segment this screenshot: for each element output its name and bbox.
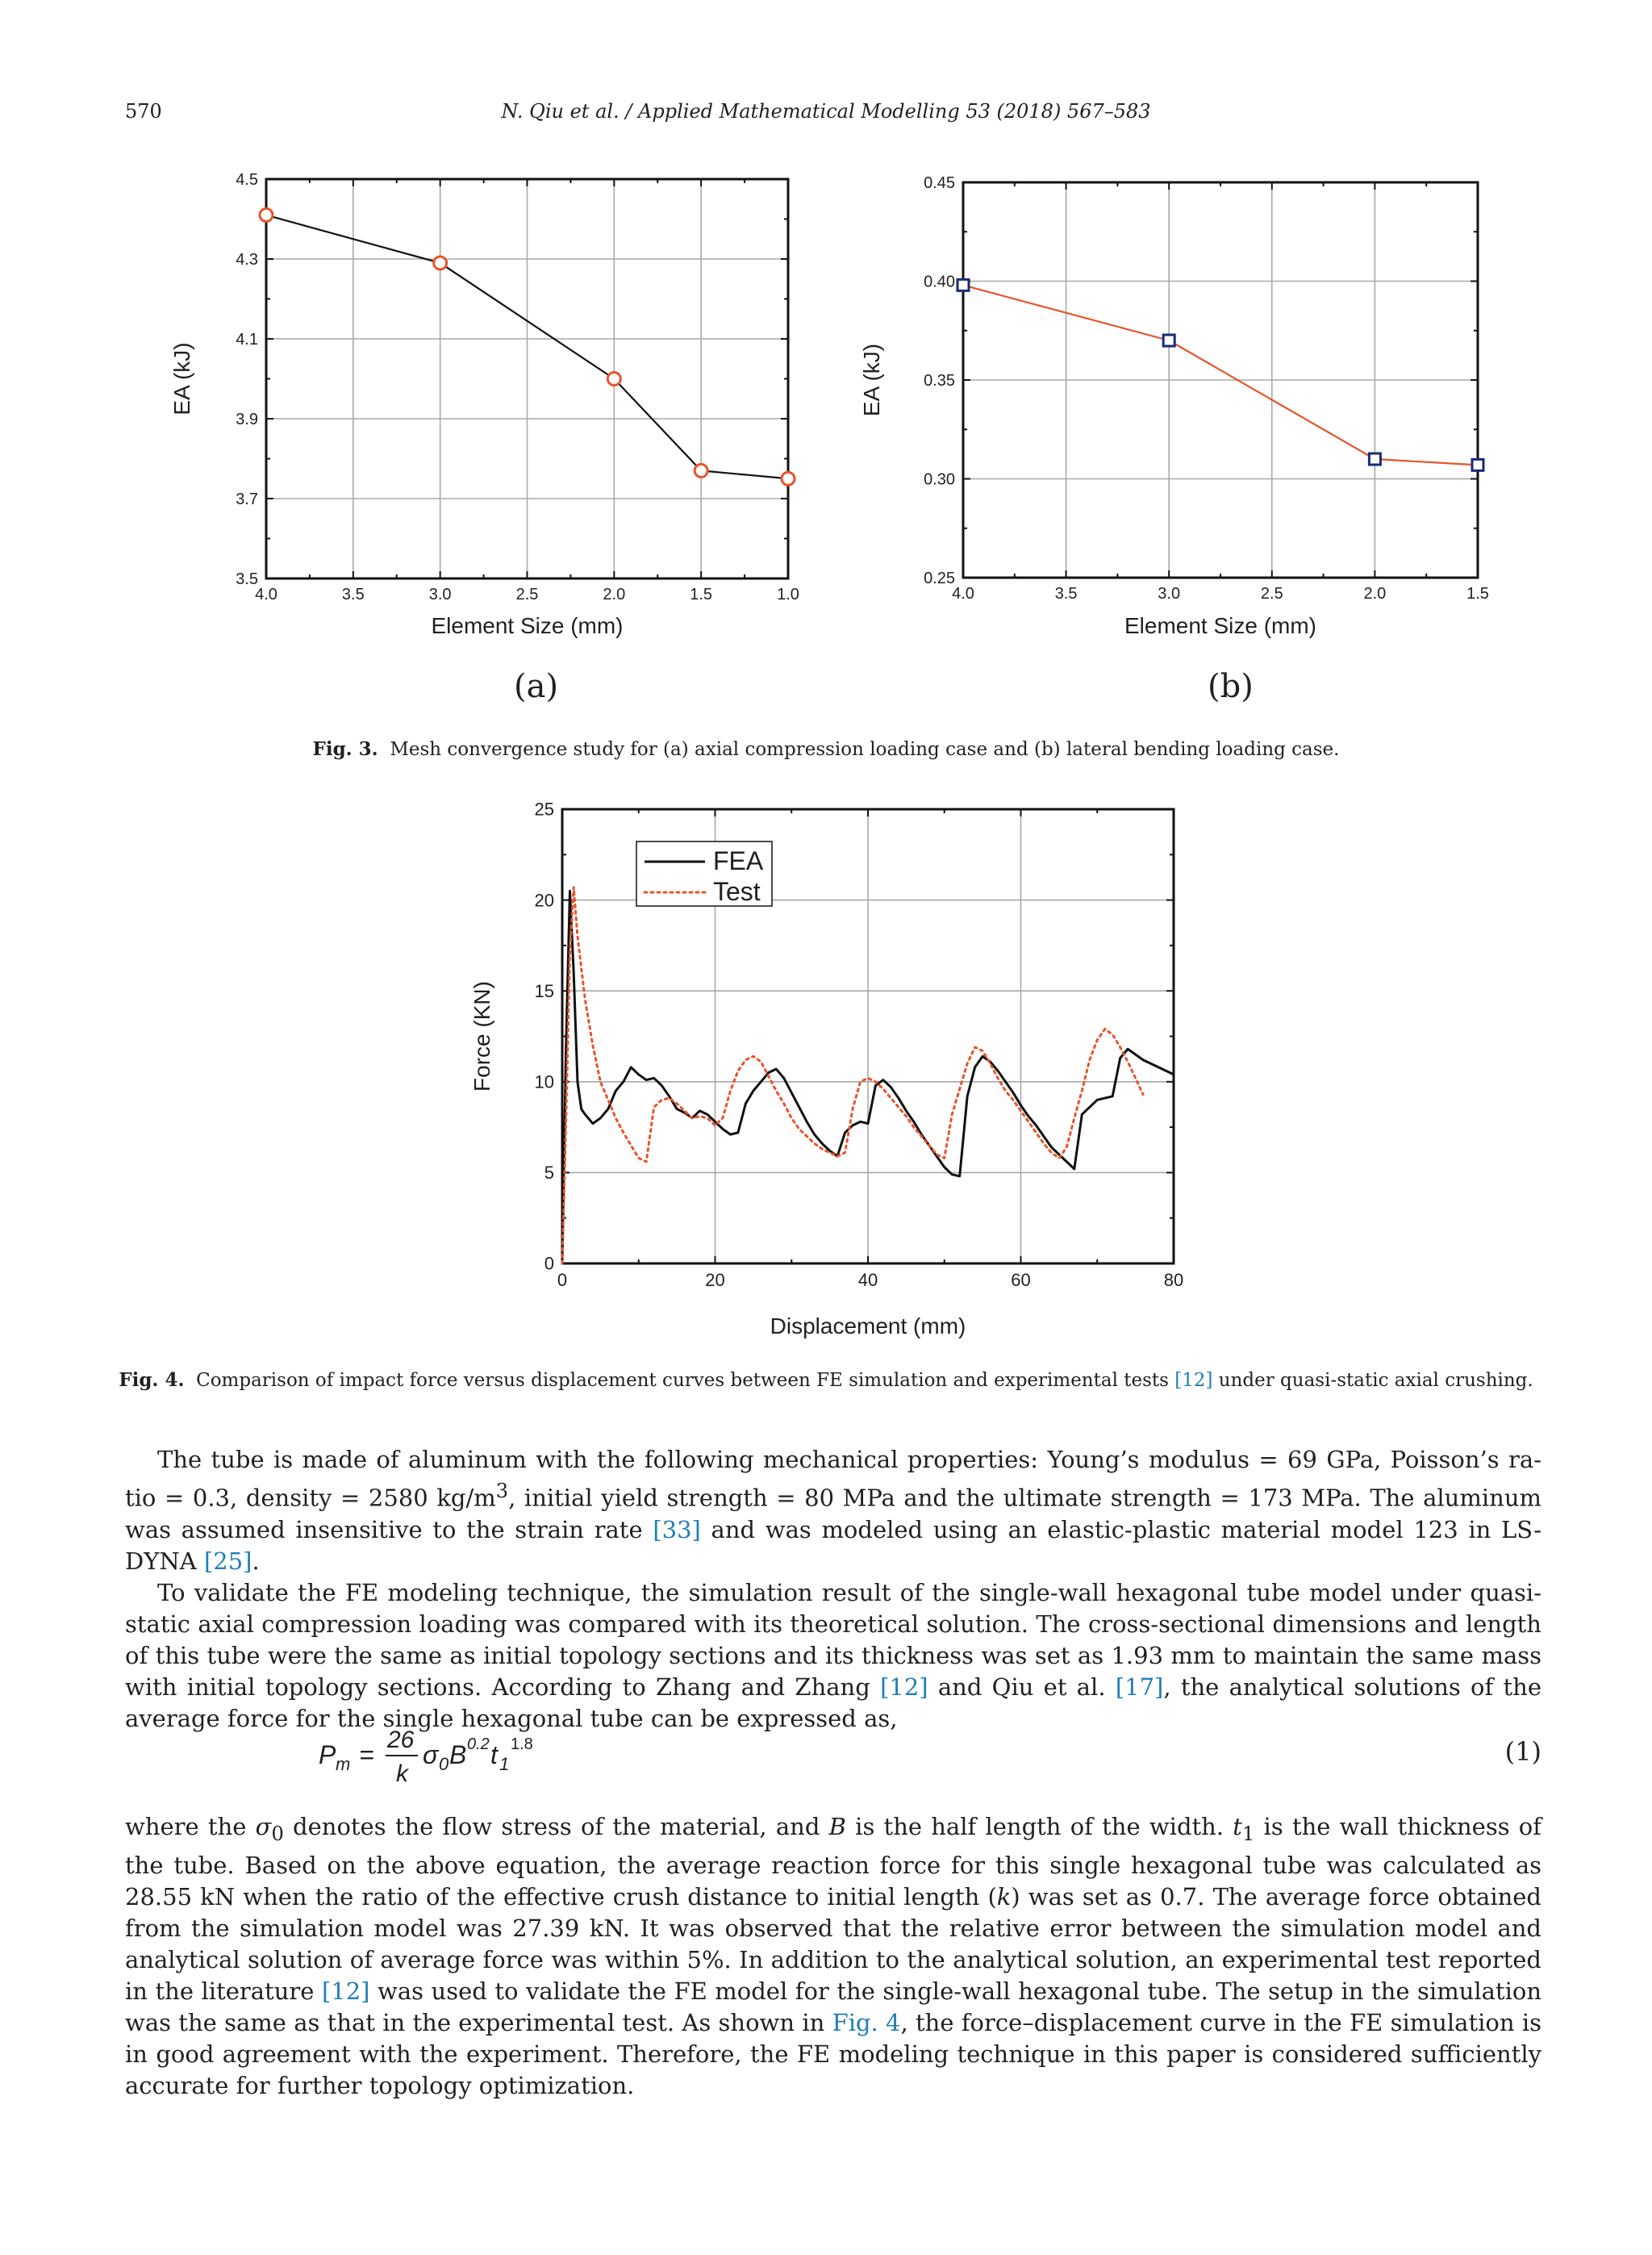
x-tick-label: 2.5 (1260, 585, 1283, 603)
x-axis-title: Element Size (mm) (1124, 613, 1317, 638)
body-text-lower (125, 1811, 1541, 2102)
x-tick-label: 2.5 (515, 586, 539, 603)
figure-3b-chart (855, 161, 1500, 662)
figure-3a-sublabel: (a) (514, 668, 559, 705)
data-point (260, 209, 273, 222)
equation-1-number: (1) (1504, 1736, 1541, 1767)
x-tick-label: 3.0 (1158, 585, 1181, 603)
y-tick-label: 0.40 (924, 273, 955, 291)
x-tick-label: 2.0 (1363, 585, 1387, 603)
data-point (1472, 459, 1483, 470)
svg-text:26: 26 (387, 1727, 415, 1753)
running-title: N. Qiu et al. / Applied Mathematical Modelling 53 (2018) 567–583 (501, 100, 1151, 123)
figure-4-caption-label: Fig. 4. (119, 1369, 185, 1391)
x-tick-label: 60 (1011, 1270, 1031, 1290)
legend-label-fea: FEA (713, 846, 764, 875)
data-point (957, 279, 969, 290)
x-tick-label: 4.0 (952, 585, 974, 603)
legend-label-test: Test (713, 877, 761, 906)
ref-33-link[interactable]: [33] (653, 1515, 701, 1543)
series-line-0 (963, 285, 1478, 465)
y-axis-title: EA (kJ) (859, 343, 884, 417)
svg-text:0.2: 0.2 (467, 1735, 490, 1753)
figure-3-caption-text: Mesh convergence study for (a) axial compression loading case and (b) lateral bending loading case. (390, 739, 1340, 760)
y-tick-label: 25 (534, 799, 554, 820)
x-axis-title: Element Size (mm) (431, 613, 624, 638)
svg-text:P: P (319, 1740, 336, 1769)
figure-4-caption (0, 1368, 1652, 1393)
x-tick-label: 0 (557, 1270, 568, 1290)
fig-4-link[interactable]: Fig. 4 (832, 2008, 901, 2036)
y-tick-label: 20 (534, 890, 554, 911)
x-tick-label: 3.5 (341, 586, 365, 603)
svg-text:σ: σ (423, 1740, 439, 1769)
body-text-upper (125, 1444, 1541, 1735)
x-tick-label: 3.5 (1054, 585, 1078, 603)
x-tick-label: 1.5 (1466, 585, 1489, 603)
figure-3a-chart (165, 161, 811, 662)
paragraph-1: The tube is made of aluminum with the following mechanical properties: Young’s modulus = 69 GPa, Poisson’s ra-tio = 0.3, density = 2580 $kg/m^3$, initial yield strength = 80 MPa and the ultimate strength = 173 MPa. The aluminum was assumed insensitive to the strain rate [33] and was modeled using an elastic-plastic material model 123 in LS-DYNA [25]. (125, 1446, 1541, 1575)
x-tick-label: 2.0 (603, 586, 626, 603)
y-tick-label: 5 (544, 1163, 554, 1184)
figure-3b-sublabel: (b) (1208, 668, 1254, 705)
equation-1-math (194, 1718, 516, 1791)
data-point (1369, 453, 1380, 465)
figure-3-caption (0, 737, 1652, 762)
data-point (434, 257, 447, 269)
svg-text:m: m (336, 1754, 351, 1774)
y-tick-label: 0.45 (924, 174, 955, 192)
data-point (607, 373, 620, 386)
svg-text:0: 0 (439, 1754, 449, 1774)
svg-text:1: 1 (499, 1754, 510, 1774)
svg-text:1.8: 1.8 (511, 1735, 533, 1753)
figure-4-caption-ref[interactable]: [12] (1174, 1370, 1213, 1391)
y-tick-label: 3.9 (236, 411, 258, 428)
x-tick-label: 1.0 (777, 586, 799, 603)
svg-text:B: B (449, 1740, 467, 1769)
y-tick-label: 4.5 (236, 171, 258, 189)
y-axis-title: EA (kJ) (169, 342, 194, 416)
ref-17-link[interactable]: [17] (1115, 1672, 1164, 1701)
figure-3-caption-label: Fig. 3. (312, 738, 378, 760)
x-tick-label: 4.0 (255, 586, 277, 603)
figure-4-chart (456, 787, 1222, 1351)
svg-text:t: t (490, 1740, 498, 1769)
y-tick-label: 15 (534, 980, 554, 1001)
equation-1 (125, 1718, 1541, 1791)
ref-12-link-2[interactable]: [12] (321, 1977, 370, 2005)
y-tick-label: 0.35 (924, 372, 955, 390)
figure-4-caption-text-2: under quasi-static axial crushing. (1212, 1370, 1533, 1391)
page-number: 570 (125, 100, 162, 123)
svg-text:=: = (359, 1740, 374, 1769)
x-tick-label: 1.5 (690, 586, 713, 603)
x-tick-label: 80 (1163, 1270, 1184, 1290)
data-point (695, 464, 707, 477)
x-tick-label: 3.0 (428, 586, 452, 603)
x-axis-title: Displacement (mm) (770, 1313, 966, 1338)
data-point (1163, 335, 1174, 346)
x-tick-label: 40 (857, 1270, 878, 1290)
figure-4-caption-text-1: Comparison of impact force versus displacement curves between FE simulation and experimental tests (196, 1370, 1175, 1391)
paragraph-3: where the $\sigma_0$ denotes the flow stress of the material, and B is the half length of the width. $t_1$ is the wall thickness of the tube. Based on the above equation, the average reaction force for this single hexagonal tube was calculated as 28.55 kN when the ratio of the effective crush distance to initial length (k) was set as 0.7. The average force obtained from the simulation model was 27.39 kN. It was observed that the relative error between the simulation model and analytical solution of average force was within 5%. In addition to the analytical solution, an experimental test reported in the literature [12] was used to validate the FE model for the single-wall hexagonal tube. The setup in the simulation was the same as that in the experimental test. As shown in Fig. 4, the force–displacement curve in the FE simulation is in good agreement with the experiment. Therefore, the FE modeling technique in this paper is considered sufficiently accurate for further topology optimization. (125, 1813, 1542, 2099)
y-tick-label: 3.7 (236, 491, 258, 508)
x-tick-label: 20 (705, 1270, 725, 1290)
data-point (782, 472, 795, 485)
y-axis-title: Force (KN) (469, 981, 494, 1092)
ref-12-link[interactable]: [12] (880, 1672, 928, 1701)
y-tick-label: 10 (534, 1071, 554, 1092)
equation-1-exponent (511, 1718, 559, 1767)
y-tick-label: 0.30 (924, 470, 955, 489)
svg-text:k: k (396, 1760, 408, 1787)
y-tick-label: 0.25 (924, 570, 955, 587)
y-tick-label: 4.1 (236, 331, 258, 349)
y-tick-label: 4.3 (236, 251, 258, 269)
y-tick-label: 3.5 (236, 570, 258, 588)
paragraph-2: To validate the FE modeling technique, the simulation result of the single-wall hexagonal tube model under quasi-static axial compression loading was compared with its theoretical solution. The cross-sectional dimensions and length of this tube were the same as initial topology sections and its thickness was set as 1.93 mm to maintain the same mass with initial topology sections. According to Zhang and Zhang [12] and Qiu et al. [17], the analytical solutions of the average force for the single hexagonal tube can be expressed as, (125, 1578, 1541, 1732)
ref-25-link[interactable]: [25] (203, 1547, 252, 1575)
series-line-test (562, 887, 1143, 1263)
y-tick-label: 0 (544, 1253, 554, 1274)
